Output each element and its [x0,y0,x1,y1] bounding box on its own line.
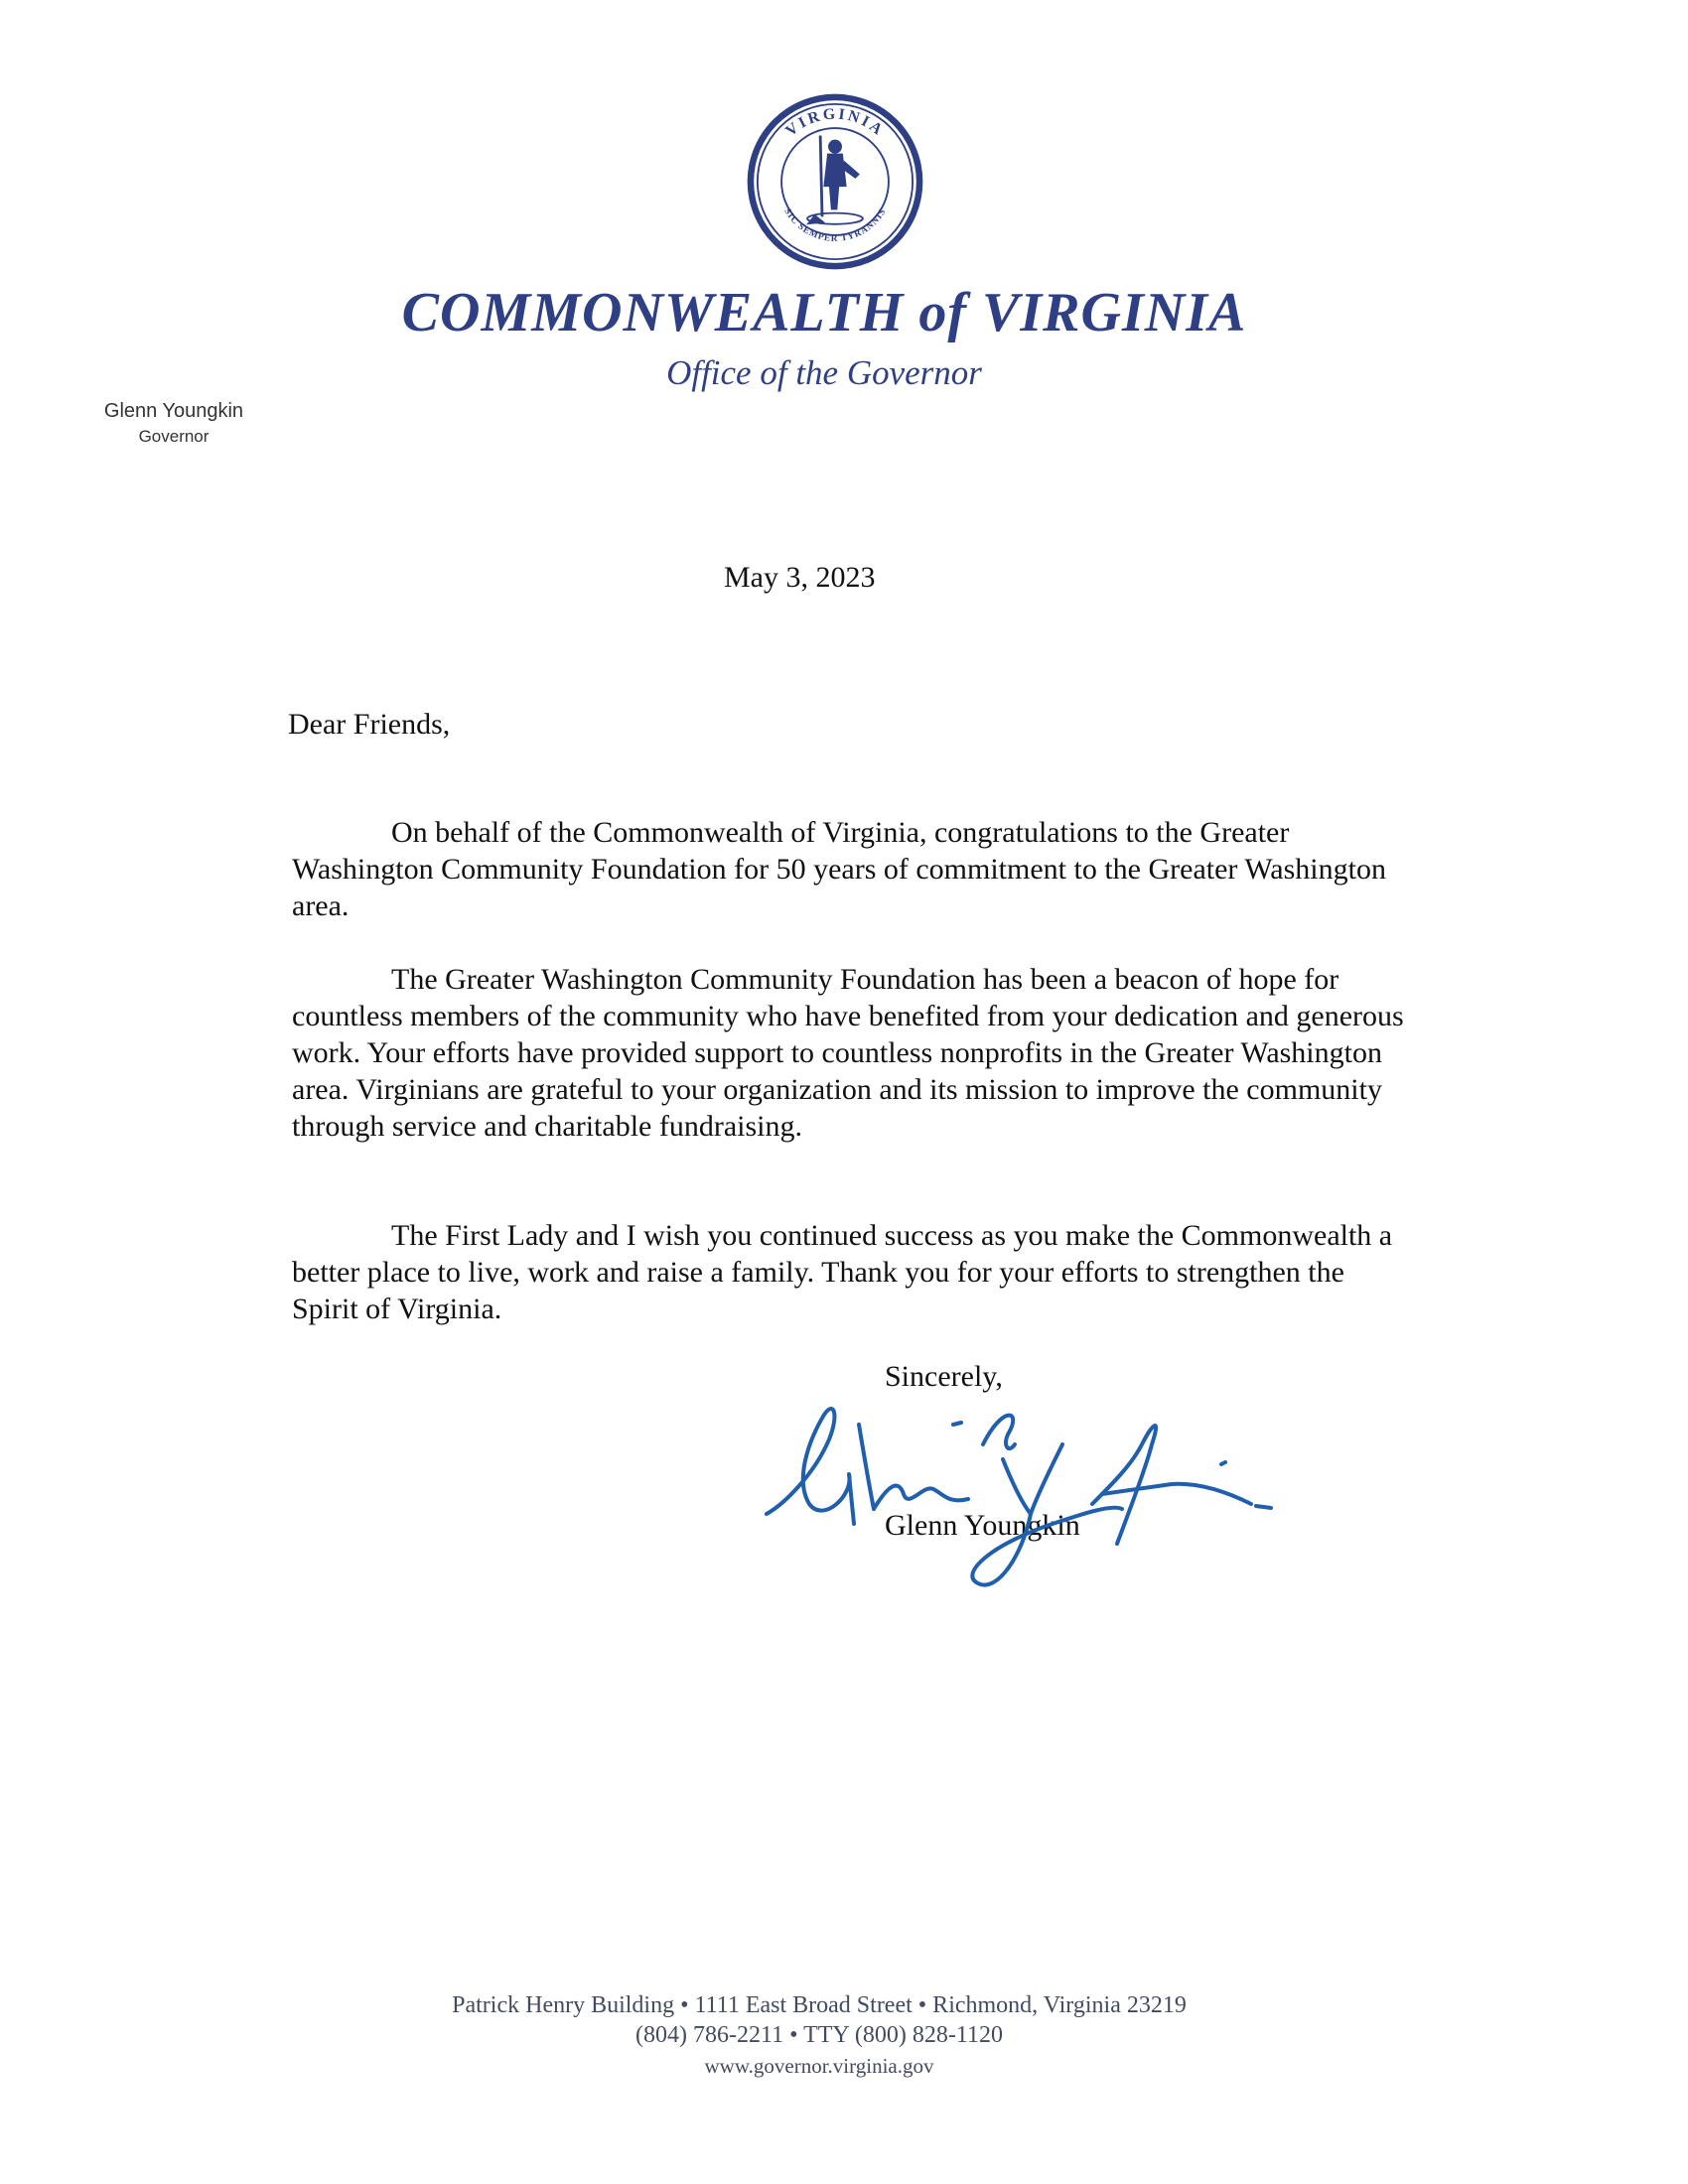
footer-website: www.governor.virginia.gov [704,2054,934,2078]
sender-name: Glenn Youngkin [103,400,244,422]
letterhead-title: COMMONWEALTH of VIRGINIA [401,282,1247,343]
sender-title: Governor [138,427,210,446]
footer-address: Patrick Henry Building • 1111 East Broad Street • Richmond, Virginia 23219 [452,1992,1187,2018]
seal-text: VIRGINIA [782,105,888,140]
signer-name: Glenn Youngkin [885,1509,1080,1542]
virginia-seal-icon [743,89,927,274]
closing: Sincerely, [885,1360,1003,1393]
body-paragraph-3: The First Lady and I wish you continued success as you make the Commonwealth a better place to live, work and raise a family. Thank you for your efforts to strengthen the Spirit of Virginia. [292,1219,1393,1325]
seal-motto: SIC SEMPER TYRANNIS [781,206,889,244]
body-paragraph-2: The Greater Washington Community Foundation has been a beacon of hope for countless members of the community who have benefited from your dedication and generous work. Your efforts have provided support to countless nonprofits in the Greater Washington area. Virginians are grateful to your organization and its mission to improve the community through service and charitable fundraising. [292,963,1404,1143]
body-paragraph-1: On behalf of the Commonwealth of Virginia, congratulations to the Greater Washington Community Foundation for 50 years of commitment to the Greater Washington area. [292,816,1386,922]
footer-phones: (804) 786-2211 • TTY (800) 828-1120 [635,2022,1003,2048]
letter-date: May 3, 2023 [724,561,876,594]
letterhead-subtitle: Office of the Governor [666,353,982,392]
salutation: Dear Friends, [288,708,451,741]
handwritten-signature [755,1385,1301,1623]
